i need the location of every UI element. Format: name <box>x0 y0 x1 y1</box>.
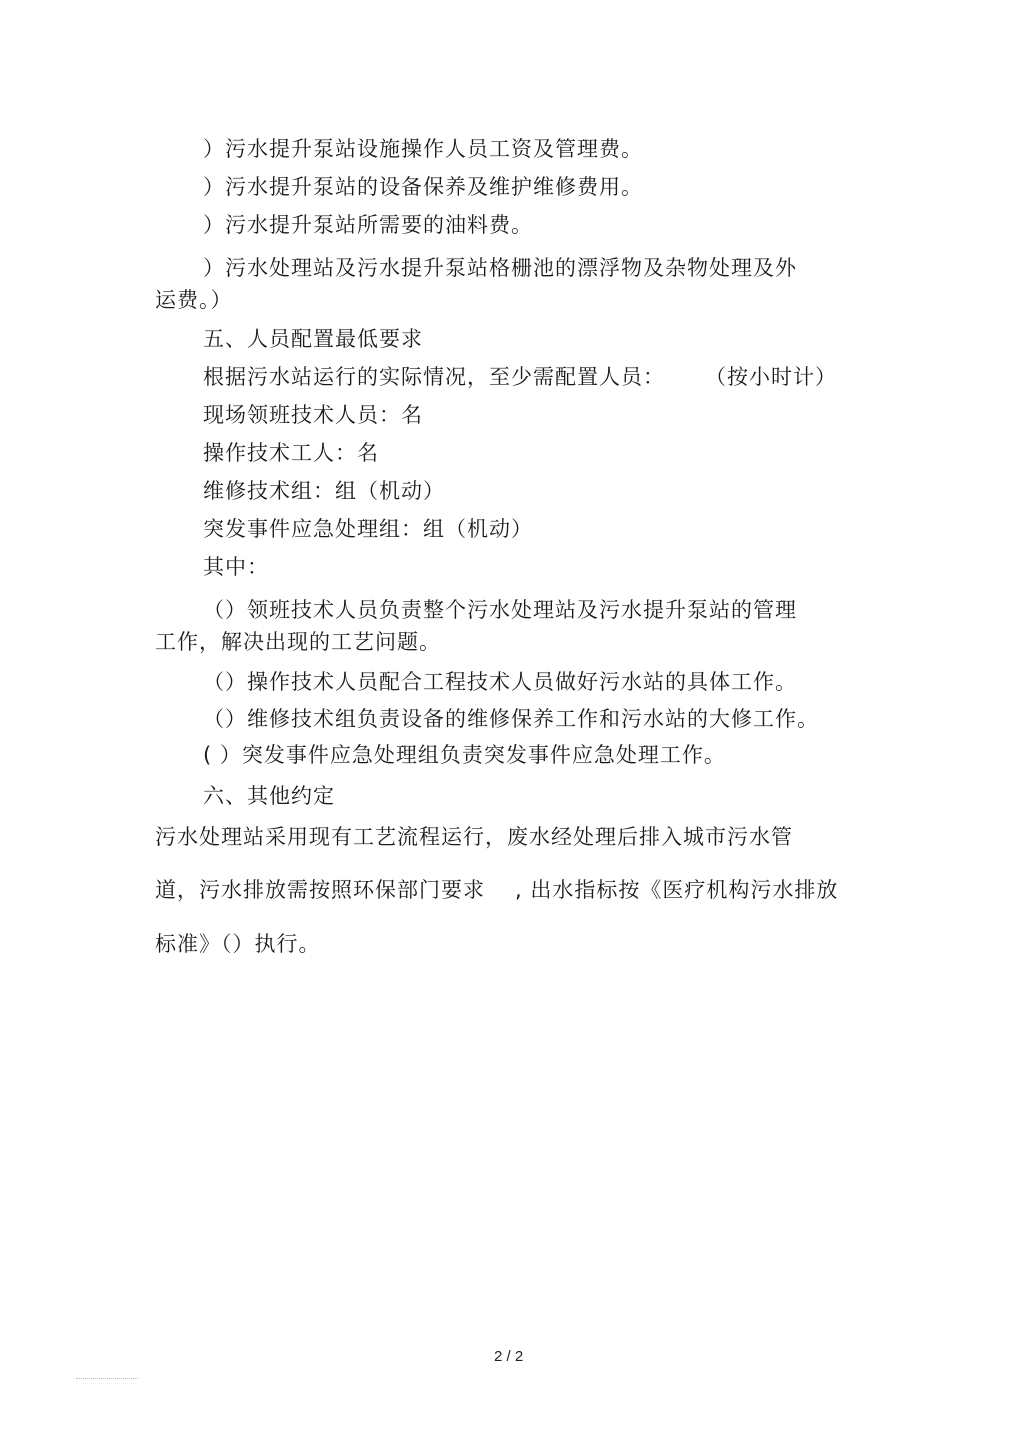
fee-item-fuel: ）污水提升泵站所需要的油料费。 <box>203 213 533 237</box>
other-paragraph-line2 <box>155 878 838 902</box>
section-heading-other: 六、其他约定 <box>203 784 335 808</box>
fee-item-wages: ）污水提升泵站设施操作人员工资及管理费。 <box>203 137 643 161</box>
staff-emergency-team: 突发事件应急处理组：组（机动） <box>203 517 533 541</box>
staffing-intro-unit: （按小时计） <box>705 365 837 389</box>
fee-item-debris-line2: 运费。） <box>155 288 233 312</box>
fee-item-debris-line1: ）污水处理站及污水提升泵站格栅池的漂浮物及杂物处理及外 <box>203 256 797 280</box>
footer-dotted-mark <box>76 1378 138 1381</box>
page-number: 2 / 2 <box>494 1348 524 1365</box>
duty-operator: （）操作技术人员配合工程技术人员做好污水站的具体工作。 <box>203 670 797 694</box>
fee-item-maintenance: ）污水提升泵站的设备保养及维护维修费用。 <box>203 175 643 199</box>
other-paragraph-line1: 污水处理站采用现有工艺流程运行，废水经处理后排入城市污水管 <box>155 825 793 849</box>
duty-emergency: ( ）突发事件应急处理组负责突发事件应急处理工作。 <box>203 743 726 767</box>
duty-lead-line2: 工作，解决出现的工艺问题。 <box>155 630 441 654</box>
staff-lead-technician: 现场领班技术人员：名 <box>203 403 423 427</box>
other-paragraph-line2-a: 道，污水排放需按照环保部门要求 <box>155 878 485 902</box>
duties-intro: 其中： <box>203 555 269 579</box>
duty-lead-line1: （）领班技术人员负责整个污水处理站及污水提升泵站的管理 <box>203 598 797 622</box>
other-paragraph-line2-b: , 出水指标按《医疗机构污水排放 <box>515 878 839 902</box>
other-paragraph-line3: 标准》（）执行。 <box>155 932 321 956</box>
section-heading-staffing: 五、人员配置最低要求 <box>203 327 423 351</box>
staffing-intro <box>203 365 837 389</box>
staffing-intro-text: 根据污水站运行的实际情况，至少需配置人员： <box>203 365 665 389</box>
duty-maintenance: （）维修技术组负责设备的维修保养工作和污水站的大修工作。 <box>203 707 819 731</box>
staff-maintenance-team: 维修技术组：组（机动） <box>203 479 445 503</box>
staff-operator: 操作技术工人：名 <box>203 441 379 465</box>
